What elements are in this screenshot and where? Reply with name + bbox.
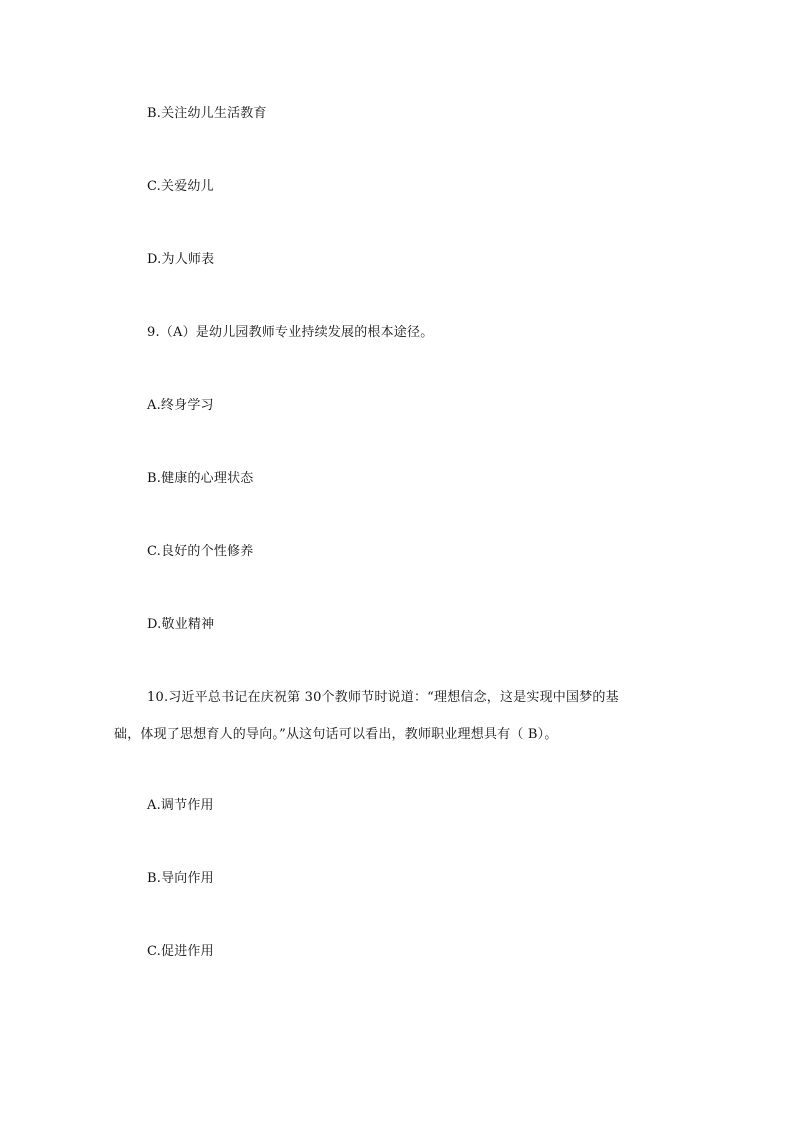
q10-stem-line1: 10.习近平总书记在庆祝第 30个教师节时说道：“理想信念，这是实现中国梦的基 xyxy=(147,690,619,705)
q10-option-a: A.调节作用 xyxy=(147,798,214,813)
q10-option-b: B.导向作用 xyxy=(147,871,214,886)
q9-stem: 9.（A）是幼儿园教师专业持续发展的根本途径。 xyxy=(147,325,434,340)
q9-option-a: A.终身学习 xyxy=(147,398,214,413)
q9-option-b: B.健康的心理状态 xyxy=(147,471,254,486)
q8-option-c: C.关爱幼儿 xyxy=(147,179,214,194)
q10-option-c: C.促进作用 xyxy=(147,944,214,959)
q9-option-c: C.良好的个性修养 xyxy=(147,544,254,559)
q9-option-d: D.敬业精神 xyxy=(147,617,215,632)
q10-stem-line2: 础，体现了思想育人的导向。”从这句话可以看出，教师职业理想具有（ B）。 xyxy=(114,727,558,742)
q8-option-b: B.关注幼儿生活教育 xyxy=(147,106,267,121)
q8-option-d: D.为人师表 xyxy=(147,252,215,267)
